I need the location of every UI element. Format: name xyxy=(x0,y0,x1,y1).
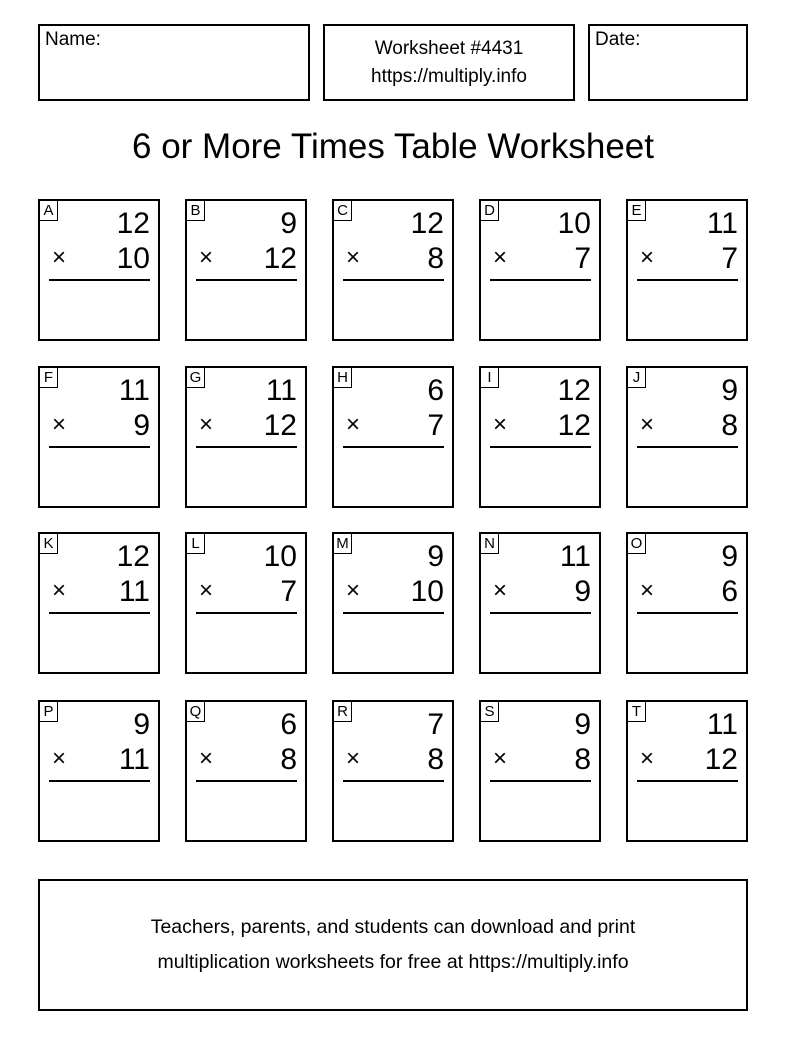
times-sign: × xyxy=(493,577,508,604)
times-sign: × xyxy=(640,411,655,438)
times-sign: × xyxy=(52,411,67,438)
answer-line xyxy=(637,279,738,281)
multiplicand: 10 xyxy=(557,207,591,240)
worksheet-id: Worksheet #4431 xyxy=(374,38,524,59)
problem-letter: A xyxy=(39,200,58,221)
problem-letter: J xyxy=(627,367,646,388)
answer-line xyxy=(196,780,297,782)
answer-line xyxy=(49,279,150,281)
times-sign: × xyxy=(640,244,655,271)
problem-letter: S xyxy=(480,701,499,722)
answer-line xyxy=(490,446,591,448)
answer-line xyxy=(490,780,591,782)
problem-card[interactable] xyxy=(332,199,454,341)
answer-line xyxy=(490,279,591,281)
times-sign: × xyxy=(346,244,361,271)
multiplier: 6 xyxy=(721,575,738,608)
multiplier: 10 xyxy=(116,242,150,275)
problem-card[interactable] xyxy=(38,199,160,341)
problem-card[interactable] xyxy=(185,199,307,341)
problem-letter: P xyxy=(39,701,58,722)
multiplier: 12 xyxy=(557,409,591,442)
problem-letter: O xyxy=(627,533,646,554)
problem-letter: I xyxy=(480,367,499,388)
times-sign: × xyxy=(52,244,67,271)
problem-letter: C xyxy=(333,200,352,221)
problem-card[interactable] xyxy=(185,700,307,842)
answer-line xyxy=(49,446,150,448)
footer-line-1: Teachers, parents, and students can download and print xyxy=(150,916,636,938)
problem-card[interactable] xyxy=(185,532,307,674)
problem-letter: F xyxy=(39,367,58,388)
answer-line xyxy=(637,446,738,448)
times-sign: × xyxy=(346,577,361,604)
multiplicand: 12 xyxy=(116,540,150,573)
multiplier: 8 xyxy=(721,409,738,442)
multiplier: 11 xyxy=(118,743,150,776)
answer-line xyxy=(343,780,444,782)
multiplicand: 11 xyxy=(706,708,738,741)
multiplicand: 9 xyxy=(280,207,297,240)
name-field-box[interactable] xyxy=(38,24,310,101)
footer-line-2: multiplication worksheets for free at https://multiply.info xyxy=(157,951,629,973)
name-label: Name: xyxy=(45,29,101,50)
answer-line xyxy=(490,612,591,614)
times-sign: × xyxy=(346,745,361,772)
problem-card[interactable] xyxy=(38,366,160,508)
problem-letter: E xyxy=(627,200,646,221)
answer-line xyxy=(343,446,444,448)
multiplicand: 11 xyxy=(706,207,738,240)
times-sign: × xyxy=(493,411,508,438)
date-label: Date: xyxy=(595,29,641,50)
multiplier: 8 xyxy=(427,242,444,275)
problem-letter: R xyxy=(333,701,352,722)
multiplier: 8 xyxy=(574,743,591,776)
multiplier: 7 xyxy=(721,242,738,275)
problem-letter: G xyxy=(186,367,205,388)
problem-card[interactable] xyxy=(626,700,748,842)
answer-line xyxy=(637,780,738,782)
problem-letter: M xyxy=(333,533,352,554)
problem-card[interactable] xyxy=(479,700,601,842)
answer-line xyxy=(196,446,297,448)
multiplicand: 7 xyxy=(427,708,444,741)
date-field-box[interactable] xyxy=(588,24,748,101)
multiplier: 8 xyxy=(427,743,444,776)
times-sign: × xyxy=(640,577,655,604)
multiplicand: 9 xyxy=(721,374,738,407)
times-sign: × xyxy=(52,745,67,772)
problem-letter: B xyxy=(186,200,205,221)
multiplier: 9 xyxy=(133,409,150,442)
times-sign: × xyxy=(199,411,214,438)
problem-card[interactable] xyxy=(332,366,454,508)
problem-card[interactable] xyxy=(38,700,160,842)
multiplier: 7 xyxy=(427,409,444,442)
multiplicand: 9 xyxy=(133,708,150,741)
multiplicand: 6 xyxy=(280,708,297,741)
multiplicand: 9 xyxy=(721,540,738,573)
multiplier: 7 xyxy=(574,242,591,275)
multiplicand: 9 xyxy=(427,540,444,573)
problem-card[interactable] xyxy=(479,532,601,674)
multiplier: 8 xyxy=(280,743,297,776)
answer-line xyxy=(343,612,444,614)
times-sign: × xyxy=(199,745,214,772)
multiplier: 7 xyxy=(280,575,297,608)
problem-letter: H xyxy=(333,367,352,388)
multiplier: 10 xyxy=(410,575,444,608)
answer-line xyxy=(196,612,297,614)
multiplier: 12 xyxy=(704,743,738,776)
problem-card[interactable] xyxy=(626,532,748,674)
problem-card[interactable] xyxy=(626,366,748,508)
answer-line xyxy=(49,780,150,782)
worksheet-info-box xyxy=(323,24,575,101)
problem-letter: T xyxy=(627,701,646,722)
times-sign: × xyxy=(52,577,67,604)
problem-letter: L xyxy=(186,533,205,554)
times-sign: × xyxy=(199,244,214,271)
times-sign: × xyxy=(346,411,361,438)
problem-letter: K xyxy=(39,533,58,554)
problem-card[interactable] xyxy=(626,199,748,341)
problem-card[interactable] xyxy=(38,532,160,674)
problem-letter: N xyxy=(480,533,499,554)
problem-card[interactable] xyxy=(332,700,454,842)
answer-line xyxy=(49,612,150,614)
problem-card[interactable] xyxy=(185,366,307,508)
problem-card[interactable] xyxy=(479,366,601,508)
multiplicand: 12 xyxy=(410,207,444,240)
times-sign: × xyxy=(493,745,508,772)
problem-letter: Q xyxy=(186,701,205,722)
answer-line xyxy=(637,612,738,614)
multiplicand: 11 xyxy=(265,374,297,407)
times-sign: × xyxy=(493,244,508,271)
answer-line xyxy=(343,279,444,281)
page-title: 6 or More Times Table Worksheet xyxy=(132,127,654,166)
problem-card[interactable] xyxy=(479,199,601,341)
footer-box xyxy=(38,879,748,1011)
multiplier: 9 xyxy=(574,575,591,608)
multiplicand: 9 xyxy=(574,708,591,741)
multiplicand: 12 xyxy=(557,374,591,407)
multiplicand: 11 xyxy=(118,374,150,407)
multiplicand: 11 xyxy=(559,540,591,573)
multiplier: 12 xyxy=(263,409,297,442)
times-sign: × xyxy=(640,745,655,772)
multiplier: 12 xyxy=(263,242,297,275)
multiplicand: 12 xyxy=(116,207,150,240)
problem-letter: D xyxy=(480,200,499,221)
times-sign: × xyxy=(199,577,214,604)
problem-card[interactable] xyxy=(332,532,454,674)
answer-line xyxy=(196,279,297,281)
multiplicand: 10 xyxy=(263,540,297,573)
worksheet-url: https://multiply.info xyxy=(371,66,527,87)
multiplicand: 6 xyxy=(427,374,444,407)
multiplier: 11 xyxy=(118,575,150,608)
